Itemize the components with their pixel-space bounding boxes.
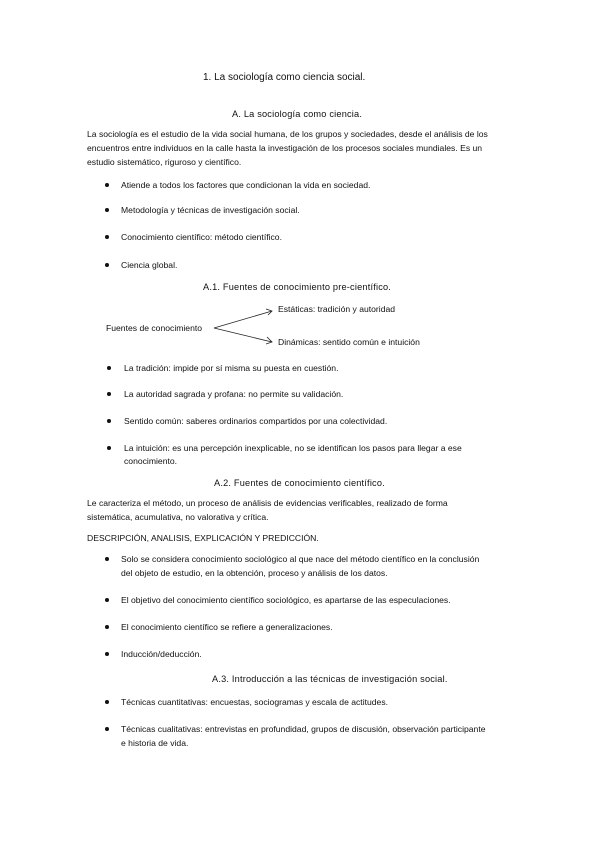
bullet-dot (107, 392, 111, 396)
diagram-upper-label: Estáticas: tradición y autoridad (278, 304, 396, 314)
list-item-continuation: del objeto de estudio, en la obtención, proceso y análisis de los datos. (121, 568, 388, 578)
list-item: Solo se considera conocimiento sociológico al que nace del método científico en la conclusión (121, 554, 480, 564)
list-item: La tradición: impide por sí misma su puesta en cuestión. (124, 363, 339, 373)
section-a-paragraph-line: La sociología es el estudio de la vida social humana, de los grupos y sociedades, desde el análisis de los (87, 129, 488, 139)
bullet-dot (105, 557, 109, 561)
section-a3-heading: A.3. Introducción a las técnicas de investigación social. (212, 674, 448, 684)
list-item: Atiende a todos los factores que condicionan la vida en sociedad. (121, 180, 371, 190)
list-item-continuation: conocimiento. (124, 456, 178, 466)
section-a1-heading: A.1. Fuentes de conocimiento pre-científico. (203, 282, 392, 292)
diagram-source-label: Fuentes de conocimiento (106, 323, 203, 333)
bullet-dot (107, 366, 111, 370)
list-item: Inducción/deducción. (121, 649, 202, 659)
section-a2-paragraph-line: Le caracteriza el método, un proceso de análisis de evidencias verificables, realizado de forma (87, 498, 448, 508)
section-a2-caps-line: DESCRIPCIÓN, ANALISIS, EXPLICACIÓN Y PREDICCIÓN. (87, 533, 319, 543)
bullet-dot (105, 727, 109, 731)
list-item: Técnicas cuantitativas: encuestas, sociogramas y escala de actitudes. (121, 697, 389, 707)
section-a2-paragraph-line: sistemática, acumulativa, no valorativa y crítica. (87, 512, 269, 522)
list-item: El objetivo del conocimiento científico sociológico, es apartarse de las especulaciones. (121, 595, 451, 605)
bullet-dot (105, 598, 109, 602)
bullet-dot (105, 700, 109, 704)
list-item: Metodología y técnicas de investigación social. (121, 205, 300, 215)
list-item-continuation: e historia de vida. (121, 738, 189, 748)
section-a-heading: A. La sociología como ciencia. (232, 109, 363, 119)
arrow-upper (214, 311, 272, 328)
section-a2-heading: A.2. Fuentes de conocimiento científico. (214, 478, 385, 488)
bullet-dot (107, 419, 111, 423)
list-item: La intuición: es una percepción inexplicable, no se identifican los pasos para llegar a ese (124, 443, 462, 453)
list-item: Sentido común: saberes ordinarios compartidos por una colectividad. (124, 416, 388, 426)
diagram-lower-label: Dinámicas: sentido común e intuición (278, 337, 420, 347)
list-item: La autoridad sagrada y profana: no permite su validación. (124, 389, 344, 399)
page-title: 1. La sociología como ciencia social. (203, 72, 366, 83)
bullet-dot (105, 625, 109, 629)
list-item: El conocimiento científico se refiere a generalizaciones. (121, 622, 333, 632)
list-item: Ciencia global. (121, 260, 178, 270)
list-item: Conocimiento científico: método científico. (121, 232, 282, 242)
section-a-paragraph-line: encuentros entre individuos en la calle hasta la investigación de los procesos sociales mundiales. Es un (87, 143, 483, 153)
list-item: Técnicas cualitativas: entrevistas en profundidad, grupos de discusión, observación participante (121, 724, 486, 734)
bullet-dot (105, 652, 109, 656)
section-a-paragraph-line: estudio sistemático, riguroso y científico. (87, 157, 242, 167)
arrow-lower (214, 328, 272, 342)
bullet-dot (107, 446, 111, 450)
